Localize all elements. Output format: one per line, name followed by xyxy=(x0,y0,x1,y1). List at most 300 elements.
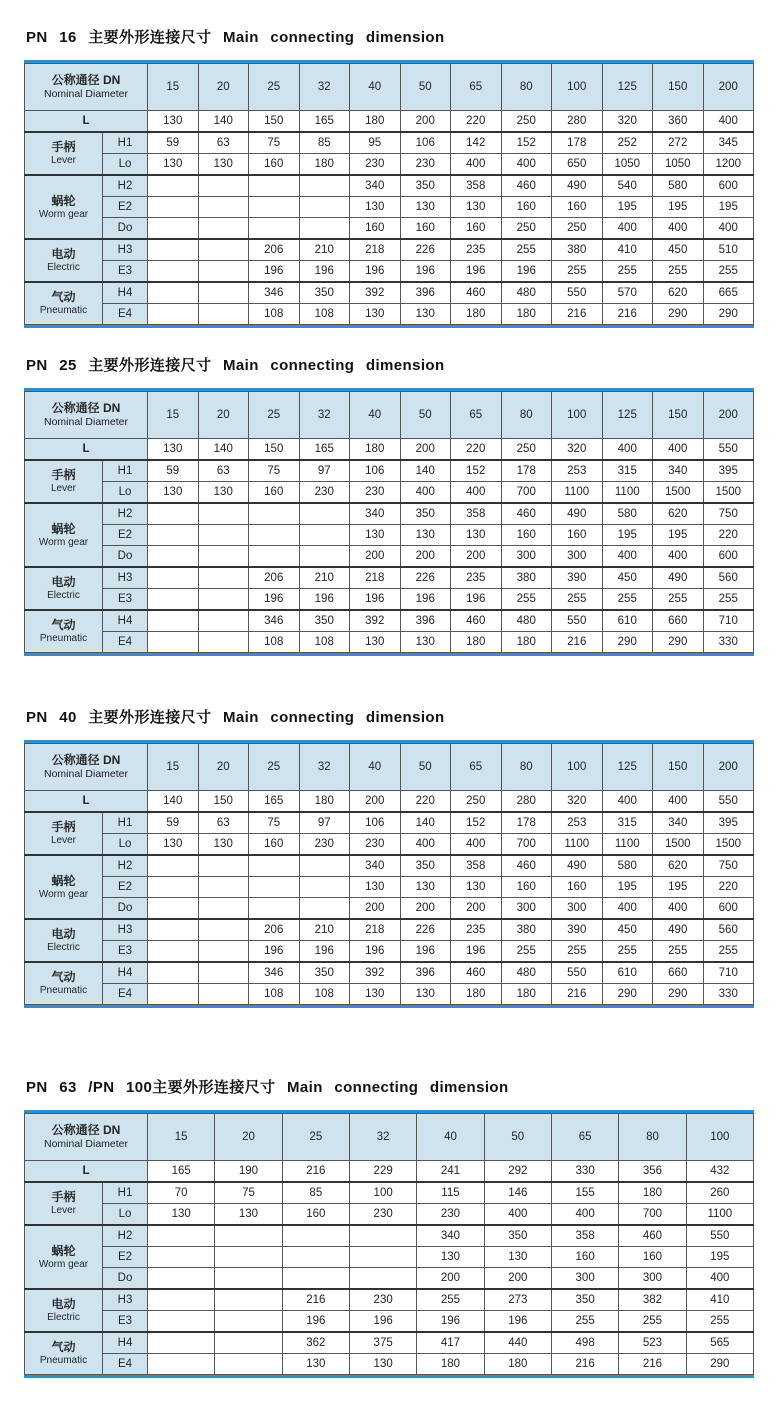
dn-column-header: 80 xyxy=(501,392,552,439)
section-title: PN 16 主要外形连接尺寸 Main connecting dimension xyxy=(26,29,445,46)
value-cell: 130 xyxy=(417,1247,484,1268)
value-cell: 165 xyxy=(249,791,300,813)
value-cell: 356 xyxy=(619,1161,686,1183)
value-cell xyxy=(148,239,199,261)
row-group-label xyxy=(25,239,103,282)
value-cell: 152 xyxy=(501,132,552,154)
pn-table-section xyxy=(24,354,754,656)
table-row xyxy=(25,855,754,877)
value-cell xyxy=(148,984,199,1005)
group-label-cn: 蜗轮 xyxy=(51,873,76,888)
value-cell: 550 xyxy=(552,962,603,984)
value-cell: 460 xyxy=(501,175,552,197)
value-cell: 255 xyxy=(552,261,603,283)
table-row xyxy=(25,1225,754,1247)
dn-column-header: 15 xyxy=(148,392,199,439)
value-cell: 392 xyxy=(350,610,401,632)
row-label: H2 xyxy=(103,503,148,525)
value-cell: 320 xyxy=(602,111,653,133)
value-cell: 200 xyxy=(400,439,451,461)
table-row xyxy=(25,877,754,898)
value-cell xyxy=(198,282,249,304)
value-cell xyxy=(198,304,249,325)
dn-column-header: 100 xyxy=(552,744,603,791)
value-cell xyxy=(249,197,300,218)
value-cell xyxy=(215,1354,282,1375)
dn-column-header: 200 xyxy=(703,744,754,791)
value-cell: 220 xyxy=(400,791,451,813)
value-cell: 450 xyxy=(653,239,704,261)
row-group-label xyxy=(25,175,103,239)
value-cell: 460 xyxy=(619,1225,686,1247)
value-cell: 550 xyxy=(552,610,603,632)
value-cell: 196 xyxy=(282,1311,349,1333)
value-cell: 218 xyxy=(350,567,401,589)
value-cell xyxy=(198,218,249,240)
value-cell: 330 xyxy=(703,632,754,653)
group-label-cn: 气动 xyxy=(51,290,76,304)
value-cell: 75 xyxy=(249,132,300,154)
value-cell: 565 xyxy=(686,1332,753,1354)
nominal-diameter-en: Nominal Diameter xyxy=(43,416,129,428)
dn-column-header: 15 xyxy=(148,64,199,111)
dn-column-header: 32 xyxy=(349,1114,416,1161)
value-cell xyxy=(198,632,249,653)
value-cell: 600 xyxy=(703,898,754,920)
value-cell: 130 xyxy=(451,525,502,546)
value-cell: 315 xyxy=(602,812,653,834)
section-title: PN 40 主要外形连接尺寸 Main connecting dimension xyxy=(26,709,445,726)
value-cell: 106 xyxy=(400,132,451,154)
value-cell: 165 xyxy=(148,1161,215,1183)
value-cell: 290 xyxy=(602,632,653,653)
value-cell: 450 xyxy=(602,567,653,589)
table-row xyxy=(25,1354,754,1375)
value-cell: 390 xyxy=(552,567,603,589)
value-cell: 130 xyxy=(400,197,451,218)
value-cell xyxy=(148,1289,215,1311)
row-label: E3 xyxy=(103,261,148,283)
row-group-label xyxy=(25,1182,103,1225)
value-cell: 255 xyxy=(703,589,754,611)
table-row xyxy=(25,111,754,133)
table-row xyxy=(25,919,754,941)
value-cell: 160 xyxy=(501,525,552,546)
value-cell: 190 xyxy=(215,1161,282,1183)
value-cell: 290 xyxy=(686,1354,753,1375)
value-cell: 350 xyxy=(299,610,350,632)
value-cell: 220 xyxy=(451,439,502,461)
group-label-en: Worm gear xyxy=(38,888,89,900)
value-cell: 345 xyxy=(703,132,754,154)
group-label-cn: 手柄 xyxy=(51,1190,76,1204)
dn-column-header: 65 xyxy=(451,744,502,791)
row-label: H1 xyxy=(103,1182,148,1204)
row-label: H2 xyxy=(103,175,148,197)
value-cell: 196 xyxy=(417,1311,484,1333)
value-cell xyxy=(148,898,199,920)
value-cell: 1100 xyxy=(686,1204,753,1226)
row-label: H1 xyxy=(103,460,148,482)
value-cell: 498 xyxy=(551,1332,618,1354)
value-cell: 180 xyxy=(484,1354,551,1375)
value-cell: 196 xyxy=(299,261,350,283)
dimension-table xyxy=(24,63,754,325)
value-cell: 108 xyxy=(299,304,350,325)
dn-column-header: 65 xyxy=(551,1114,618,1161)
table-border-frame xyxy=(24,60,754,328)
value-cell: 196 xyxy=(299,941,350,963)
group-label-en: Electric xyxy=(47,1312,80,1323)
row-label: H4 xyxy=(103,962,148,984)
row-label: E3 xyxy=(103,1311,148,1333)
value-cell: 152 xyxy=(451,460,502,482)
dn-column-header: 15 xyxy=(148,1114,215,1161)
value-cell xyxy=(148,877,199,898)
row-label: H2 xyxy=(103,1225,148,1247)
value-cell: 700 xyxy=(501,482,552,504)
dn-column-header: 25 xyxy=(249,64,300,111)
value-cell: 196 xyxy=(249,589,300,611)
value-cell: 180 xyxy=(299,154,350,176)
value-cell: 560 xyxy=(703,567,754,589)
table-row xyxy=(25,218,754,240)
value-cell xyxy=(148,1354,215,1375)
nominal-diameter-header xyxy=(25,744,148,791)
row-label: H3 xyxy=(103,1289,148,1311)
value-cell: 1100 xyxy=(552,834,603,856)
value-cell: 350 xyxy=(551,1289,618,1311)
value-cell: 195 xyxy=(653,197,704,218)
value-cell: 216 xyxy=(282,1289,349,1311)
group-label-en: Electric xyxy=(47,590,80,601)
value-cell: 235 xyxy=(451,239,502,261)
section-title: PN 63 /PN 100主要外形连接尺寸 Main connecting dimension xyxy=(26,1079,509,1096)
value-cell: 130 xyxy=(400,877,451,898)
value-cell: 400 xyxy=(501,154,552,176)
value-cell: 130 xyxy=(198,154,249,176)
value-cell: 255 xyxy=(703,261,754,283)
value-cell xyxy=(148,1332,215,1354)
value-cell: 75 xyxy=(249,812,300,834)
value-cell: 216 xyxy=(282,1161,349,1183)
value-cell: 180 xyxy=(451,304,502,325)
value-cell xyxy=(148,632,199,653)
value-cell xyxy=(249,855,300,877)
value-cell: 180 xyxy=(451,984,502,1005)
value-cell: 130 xyxy=(451,877,502,898)
value-cell xyxy=(148,197,199,218)
nominal-diameter-en: Nominal Diameter xyxy=(43,1138,129,1150)
dn-column-header: 50 xyxy=(484,1114,551,1161)
table-row xyxy=(25,1268,754,1290)
nominal-diameter-en: Nominal Diameter xyxy=(43,768,129,780)
value-cell: 130 xyxy=(148,482,199,504)
value-cell xyxy=(299,855,350,877)
value-cell xyxy=(198,941,249,963)
row-label: H2 xyxy=(103,855,148,877)
table-row xyxy=(25,1311,754,1333)
value-cell: 400 xyxy=(484,1204,551,1226)
table-row xyxy=(25,154,754,176)
value-cell: 340 xyxy=(653,460,704,482)
dn-column-header: 150 xyxy=(653,744,704,791)
value-cell: 450 xyxy=(602,919,653,941)
group-label-cn: 蜗轮 xyxy=(51,193,76,208)
value-cell: 460 xyxy=(501,503,552,525)
value-cell: 290 xyxy=(653,632,704,653)
value-cell: 140 xyxy=(148,791,199,813)
value-cell: 417 xyxy=(417,1332,484,1354)
value-cell: 140 xyxy=(198,439,249,461)
value-cell xyxy=(215,1311,282,1333)
value-cell: 196 xyxy=(350,941,401,963)
value-cell: 375 xyxy=(349,1332,416,1354)
value-cell: 196 xyxy=(451,261,502,283)
value-cell xyxy=(249,898,300,920)
value-cell: 196 xyxy=(400,589,451,611)
table-row xyxy=(25,175,754,197)
value-cell: 580 xyxy=(602,855,653,877)
value-cell: 130 xyxy=(215,1204,282,1226)
value-cell xyxy=(198,503,249,525)
value-cell: 550 xyxy=(686,1225,753,1247)
value-cell: 400 xyxy=(602,218,653,240)
value-cell: 216 xyxy=(551,1354,618,1375)
value-cell xyxy=(198,546,249,568)
value-cell: 195 xyxy=(653,525,704,546)
table-border-frame xyxy=(24,740,754,1008)
dn-column-header: 50 xyxy=(400,64,451,111)
group-label-en: Pneumatic xyxy=(39,1355,88,1366)
value-cell: 206 xyxy=(249,567,300,589)
dn-column-header: 32 xyxy=(299,744,350,791)
value-cell: 130 xyxy=(484,1247,551,1268)
value-cell: 230 xyxy=(350,834,401,856)
row-group-label xyxy=(25,962,103,1005)
value-cell: 340 xyxy=(350,175,401,197)
group-label-en: Lever xyxy=(50,483,76,494)
value-cell: 160 xyxy=(249,834,300,856)
table-row xyxy=(25,503,754,525)
value-cell: 620 xyxy=(653,282,704,304)
table-row xyxy=(25,589,754,611)
value-cell: 1050 xyxy=(602,154,653,176)
row-label: Do xyxy=(103,1268,148,1290)
pn-table-section xyxy=(24,1076,754,1378)
value-cell xyxy=(349,1268,416,1290)
row-label: E4 xyxy=(103,1354,148,1375)
value-cell: 75 xyxy=(215,1182,282,1204)
group-label-en: Pneumatic xyxy=(39,633,88,644)
value-cell: 340 xyxy=(653,812,704,834)
header-row xyxy=(25,744,754,791)
value-cell: 108 xyxy=(299,984,350,1005)
value-cell: 130 xyxy=(198,834,249,856)
dn-column-header: 40 xyxy=(350,64,401,111)
row-label: Lo xyxy=(103,154,148,176)
value-cell: 230 xyxy=(350,154,401,176)
table-row xyxy=(25,834,754,856)
value-cell: 130 xyxy=(148,834,199,856)
value-cell: 97 xyxy=(299,812,350,834)
value-cell: 600 xyxy=(703,175,754,197)
row-label: L xyxy=(25,439,148,461)
value-cell: 130 xyxy=(198,482,249,504)
value-cell: 106 xyxy=(350,460,401,482)
value-cell xyxy=(148,282,199,304)
row-label: E4 xyxy=(103,304,148,325)
value-cell: 220 xyxy=(451,111,502,133)
value-cell: 130 xyxy=(400,525,451,546)
value-cell: 140 xyxy=(400,812,451,834)
value-cell: 255 xyxy=(703,941,754,963)
value-cell: 130 xyxy=(148,1204,215,1226)
value-cell xyxy=(299,175,350,197)
value-cell: 260 xyxy=(686,1182,753,1204)
value-cell: 196 xyxy=(249,261,300,283)
row-label: H1 xyxy=(103,132,148,154)
value-cell: 1200 xyxy=(703,154,754,176)
dn-column-header: 20 xyxy=(215,1114,282,1161)
value-cell: 480 xyxy=(501,282,552,304)
row-label: E3 xyxy=(103,941,148,963)
value-cell: 130 xyxy=(350,632,401,653)
value-cell: 130 xyxy=(148,439,199,461)
value-cell: 196 xyxy=(350,261,401,283)
value-cell xyxy=(148,175,199,197)
value-cell: 210 xyxy=(299,919,350,941)
value-cell xyxy=(148,1247,215,1268)
dn-column-header: 50 xyxy=(400,392,451,439)
value-cell xyxy=(148,855,199,877)
value-cell: 400 xyxy=(653,439,704,461)
value-cell: 150 xyxy=(249,111,300,133)
value-cell: 400 xyxy=(653,898,704,920)
group-label-en: Electric xyxy=(47,262,80,273)
pn-table-section xyxy=(24,706,754,1008)
value-cell: 196 xyxy=(400,941,451,963)
nominal-diameter-cn: 公称通径 DN xyxy=(51,73,121,87)
value-cell: 216 xyxy=(552,984,603,1005)
group-label-en: Lever xyxy=(50,1205,76,1216)
value-cell: 108 xyxy=(249,984,300,1005)
table-row xyxy=(25,567,754,589)
table-row xyxy=(25,482,754,504)
value-cell: 1100 xyxy=(552,482,603,504)
table-border-frame xyxy=(24,1110,754,1378)
value-cell xyxy=(148,941,199,963)
value-cell: 130 xyxy=(282,1354,349,1375)
value-cell xyxy=(148,567,199,589)
value-cell: 196 xyxy=(349,1311,416,1333)
value-cell: 480 xyxy=(501,962,552,984)
value-cell: 300 xyxy=(501,546,552,568)
table-row xyxy=(25,1161,754,1183)
value-cell: 400 xyxy=(451,154,502,176)
value-cell: 620 xyxy=(653,503,704,525)
value-cell: 160 xyxy=(451,218,502,240)
value-cell: 196 xyxy=(400,261,451,283)
table-row xyxy=(25,962,754,984)
value-cell: 160 xyxy=(400,218,451,240)
value-cell: 195 xyxy=(602,525,653,546)
value-cell xyxy=(299,546,350,568)
value-cell xyxy=(148,962,199,984)
value-cell xyxy=(299,197,350,218)
value-cell: 220 xyxy=(703,877,754,898)
table-row xyxy=(25,1204,754,1226)
value-cell xyxy=(249,175,300,197)
value-cell: 160 xyxy=(552,525,603,546)
value-cell: 350 xyxy=(299,962,350,984)
group-label-cn: 电动 xyxy=(51,1297,76,1311)
value-cell: 490 xyxy=(552,175,603,197)
value-cell: 255 xyxy=(501,941,552,963)
nominal-diameter-cn: 公称通径 DN xyxy=(51,1123,121,1137)
value-cell xyxy=(282,1268,349,1290)
value-cell: 226 xyxy=(400,567,451,589)
value-cell: 216 xyxy=(619,1354,686,1375)
value-cell xyxy=(148,610,199,632)
value-cell: 180 xyxy=(417,1354,484,1375)
dn-column-header: 50 xyxy=(400,744,451,791)
group-label-cn: 气动 xyxy=(51,618,76,632)
value-cell: 358 xyxy=(451,503,502,525)
value-cell: 410 xyxy=(602,239,653,261)
value-cell: 250 xyxy=(552,218,603,240)
value-cell: 1500 xyxy=(703,482,754,504)
value-cell: 152 xyxy=(451,812,502,834)
value-cell: 410 xyxy=(686,1289,753,1311)
value-cell: 400 xyxy=(703,218,754,240)
value-cell: 300 xyxy=(619,1268,686,1290)
value-cell: 130 xyxy=(350,984,401,1005)
dn-column-header: 150 xyxy=(653,392,704,439)
table-row xyxy=(25,791,754,813)
row-label: Do xyxy=(103,898,148,920)
tables-container xyxy=(24,26,754,1378)
value-cell: 460 xyxy=(451,962,502,984)
value-cell xyxy=(299,503,350,525)
value-cell: 400 xyxy=(551,1204,618,1226)
value-cell: 195 xyxy=(653,877,704,898)
value-cell: 390 xyxy=(552,919,603,941)
dn-column-header: 25 xyxy=(249,392,300,439)
table-row xyxy=(25,610,754,632)
value-cell: 395 xyxy=(703,460,754,482)
value-cell: 620 xyxy=(653,855,704,877)
row-label: L xyxy=(25,791,148,813)
value-cell: 523 xyxy=(619,1332,686,1354)
value-cell xyxy=(148,589,199,611)
value-cell: 216 xyxy=(552,632,603,653)
value-cell: 400 xyxy=(602,898,653,920)
row-group-label xyxy=(25,567,103,610)
value-cell: 350 xyxy=(400,855,451,877)
value-cell: 253 xyxy=(552,460,603,482)
value-cell xyxy=(282,1247,349,1268)
value-cell: 150 xyxy=(198,791,249,813)
value-cell: 130 xyxy=(400,984,451,1005)
value-cell: 70 xyxy=(148,1182,215,1204)
value-cell: 160 xyxy=(249,154,300,176)
value-cell xyxy=(148,1311,215,1333)
value-cell: 241 xyxy=(417,1161,484,1183)
value-cell: 346 xyxy=(249,610,300,632)
dn-column-header: 25 xyxy=(282,1114,349,1161)
table-row xyxy=(25,132,754,154)
